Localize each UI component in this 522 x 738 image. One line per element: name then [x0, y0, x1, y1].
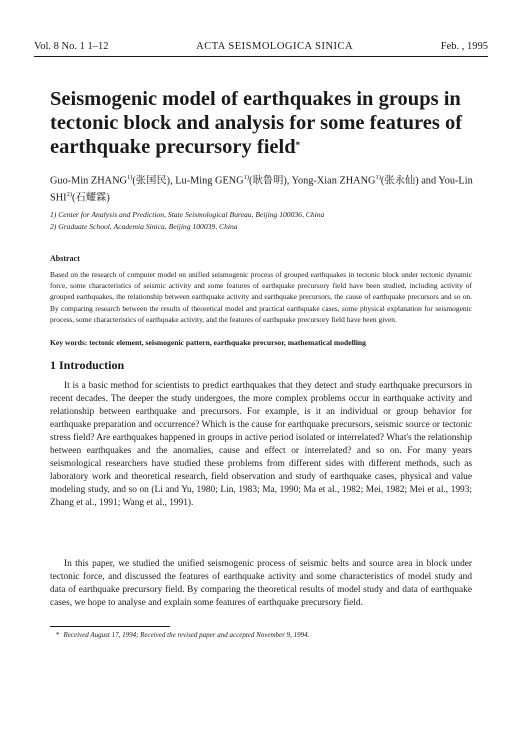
footnote-rule	[50, 626, 170, 627]
paper-title	[50, 87, 480, 159]
affiliation-line: 2) Graduate School, Academia Sinica, Beijing 100039, China	[50, 222, 238, 231]
footnote-marker: *	[56, 631, 60, 639]
author-affil-marker: 2)	[66, 190, 73, 198]
footnote-text: Received August 17, 1994; Received the revised paper and accepted November 9, 1994.	[63, 631, 310, 639]
abstract-text: Based on the research of computer model on unified seismogenic process of grouped earthquakes in tectonic block under tectonic dynamic force, some characteristics of seismic activity and some features of earthquake precursory field have been studied, including activity of grouped earthquakes, the relationship between earthquake activity and earthquake precursors, the cause of earthquake precursors and so on. By comparing research between the results of theoretical model and practical earthquake cases, some physical explanation for seismogenic process, some characteristics of earthquake activity, and the features of earthquake precursory field have been given.	[50, 270, 472, 324]
title-text: Seismogenic model of earthquakes in groups in tectonic block and analysis for some features of earthquake precursory field	[50, 88, 463, 158]
author-affil-marker: 1)	[375, 174, 381, 181]
issue-date: Feb. , 1995	[440, 41, 488, 52]
keywords-text: tectonic element, seismogenic pattern, earthquake precursor, mathematical modelling	[89, 338, 366, 347]
volume-info: Vol. 8 No. 1 1–12	[34, 41, 109, 52]
section-heading: 1 Introduction	[50, 358, 125, 372]
footnote	[56, 630, 476, 640]
journal-name: ACTA SEISMOLOGICA SINICA	[196, 41, 354, 52]
author-name: Lu-Ming GENG	[175, 175, 244, 187]
keywords	[50, 337, 472, 348]
author-separator: and	[418, 175, 439, 187]
body-paragraph: In this paper, we studied the unified seismogenic process of seismic belts and source area in block under tectonic force, and discussed the features of earthquake activity and some characteristics of model study and data of earthquake precursory field. By comparing the theoretical results of model study and data of earthquake cases, we hope to analyse and explain some features of earthquake precursory field.	[50, 559, 472, 608]
body-paragraph: It is a basic method for scientists to predict earthquakes that they detect and study earthquake precursors in recent decades. The deeper the study undergoes, the more complex problems occur in earthquake activity and relationship between earthquake and precursors. For example, is it an individual or group behavior for earthquake preparation and occurrence? Which is the cause for earthquake precursors, seismic source or tectonic stress field? Are earthquakes happened in groups in active period isolated or interrelated? What's the relationship between earthquakes and the anomalies, cause and effect or interrelated? and so on. For many years seismological researchers have studied these problems from different sides with different methods, such as laboratory work and theoretical research, field observation and study of earthquake cases, physical and value modeling study, and so on (Li and Yu, 1980; Lin, 1983; Ma, 1990; Ma et al., 1982; Mei, 1982; Mei et al., 1993; Zhang et al., 1991; Wang et al., 1991).	[50, 381, 472, 508]
author-chinese-name: (石耀霖)	[72, 192, 110, 204]
author-separator: ,	[170, 175, 176, 187]
author-chinese-name: (张永仙)	[380, 175, 419, 187]
author-chinese-name: (张国民)	[132, 175, 171, 187]
affiliation-line: 1) Center for Analysis and Prediction, State Seismological Bureau, Beijing 100036, China	[50, 210, 325, 219]
author-name: Yong-Xian ZHANG	[291, 175, 376, 187]
author-list	[50, 171, 482, 205]
affiliations	[50, 209, 482, 233]
running-header	[34, 40, 488, 54]
title-footnote-marker: *	[295, 140, 301, 150]
author-affil-marker: 1)	[126, 174, 133, 181]
author-name: You-Lin SHI	[50, 175, 473, 204]
keywords-label: Key words:	[50, 338, 88, 347]
author-name: Guo-Min ZHANG	[50, 175, 127, 187]
author-affil-marker: 1)	[243, 174, 250, 181]
header-rule	[34, 56, 488, 57]
abstract-heading: Abstract	[50, 254, 80, 263]
author-chinese-name: (耿鲁明)	[249, 175, 287, 187]
author-separator: ,	[286, 175, 292, 187]
